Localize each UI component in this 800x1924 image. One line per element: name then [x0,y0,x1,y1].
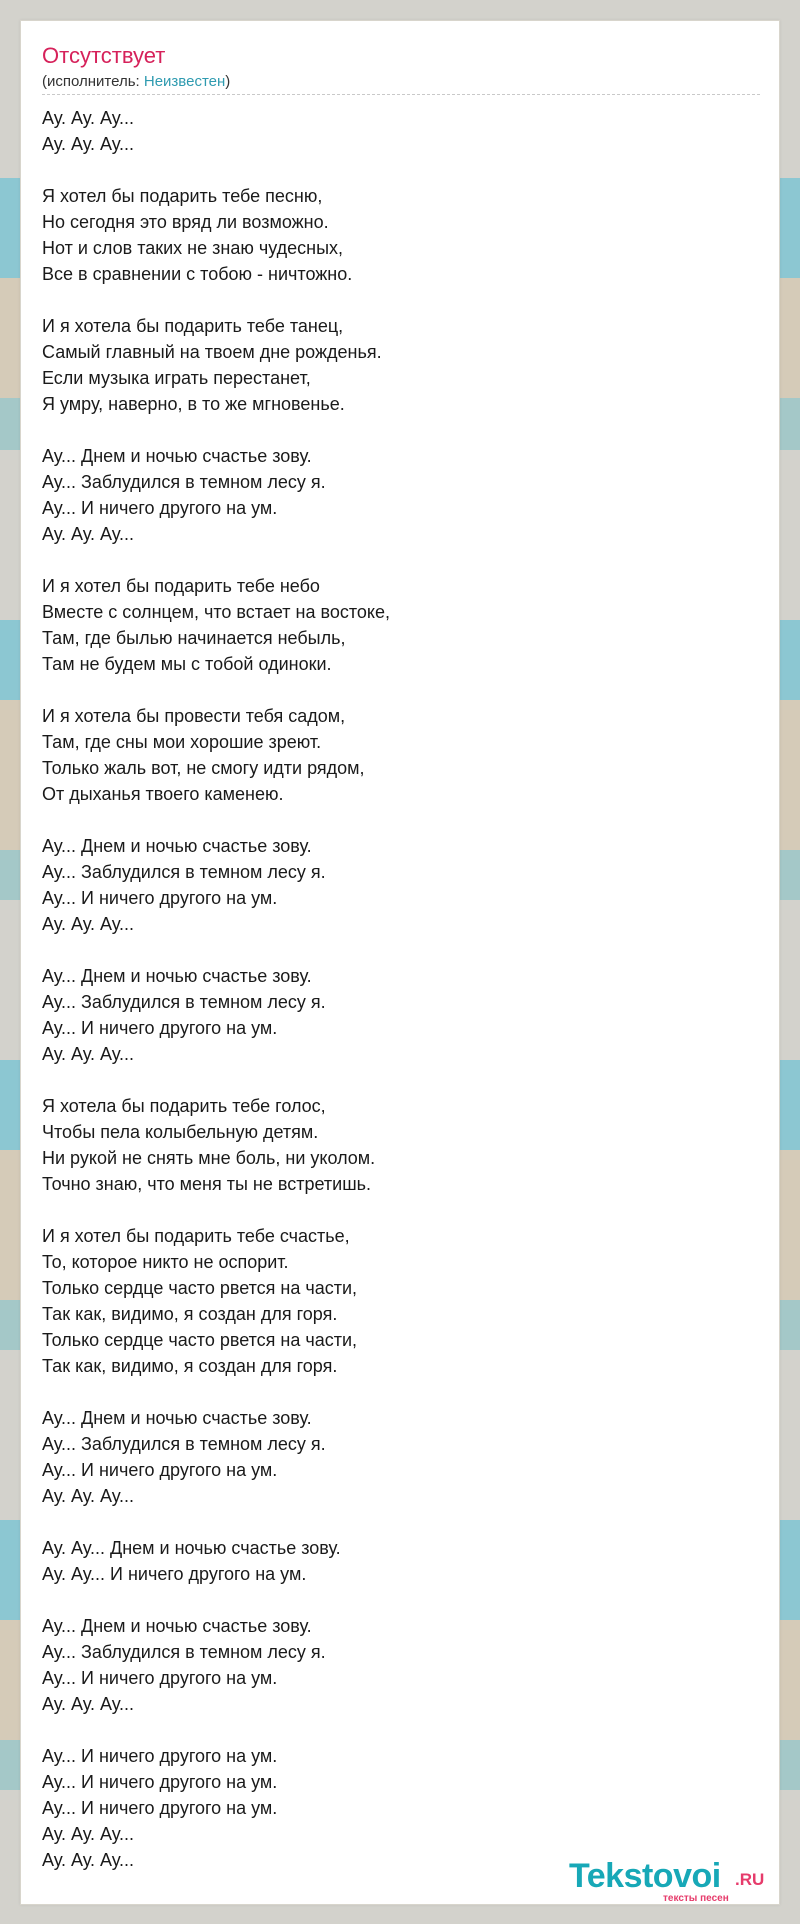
lyrics-text [42,105,742,1873]
logo-wordmark: Tekstovoi [569,1857,721,1895]
lyric-line: Ау... Днем и ночью счастье зову. [42,836,312,856]
lyric-line: Ау... Заблудился в темном лесу я. [42,1434,326,1454]
lyric-line: Ау... Заблудился в темном лесу я. [42,1642,326,1662]
lyric-line: Я умру, наверно, в то же мгновенье. [42,394,345,414]
lyric-line: Ау... Заблудился в темном лесу я. [42,992,326,1012]
lyric-line: Ау... И ничего другого на ум. [42,1798,278,1818]
lyric-line: Ау. Ау. Ау... [42,1850,135,1870]
lyric-line: Ау. Ау. Ау... [42,134,135,154]
stanza-gap [42,1509,742,1535]
lyric-line: Ау... И ничего другого на ум. [42,1746,278,1766]
lyric-line: Ни рукой не снять мне боль, ни уколом. [42,1148,376,1168]
lyric-line: Ау... Днем и ночью счастье зову. [42,1408,312,1428]
lyric-line: Самый главный на твоем дне рожденья. [42,342,382,362]
lyric-line: И я хотела бы провести тебя садом, [42,706,346,726]
lyric-line: Ау. Ау. Ау... [42,914,135,934]
lyric-line: Ау. Ау... И ничего другого на ум. [42,1564,307,1584]
lyric-line: Если музыка играть перестанет, [42,368,311,388]
lyric-line: От дыханья твоего каменею. [42,784,284,804]
stanza-gap [42,1717,742,1743]
stanza-gap [42,1067,742,1093]
lyric-line: Так как, видимо, я создан для горя. [42,1356,338,1376]
logo-domain: .RU [735,1870,765,1889]
lyric-line: Нот и слов таких не знаю чудесных, [42,238,344,258]
lyric-line: И я хотела бы подарить тебе танец, [42,316,344,336]
stanza-gap [42,157,742,183]
lyric-line: Точно знаю, что меня ты не встретишь. [42,1174,372,1194]
stanza-gap [42,807,742,833]
lyric-line: Все в сравнении с тобою - ничтожно. [42,264,353,284]
lyric-line: Только жаль вот, не смогу идти рядом, [42,758,365,778]
lyric-line: Только сердце часто рвется на части, [42,1278,358,1298]
site-logo[interactable] [569,1858,771,1904]
lyric-line: Чтобы пела колыбельную детям. [42,1122,319,1142]
lyric-line: Там, где былью начинается небыль, [42,628,346,648]
lyric-line: Ау. Ау. Ау... [42,1486,135,1506]
stanza-gap [42,1197,742,1223]
lyric-line: Ау... И ничего другого на ум. [42,1018,278,1038]
title-divider [42,94,760,95]
lyric-line: Ау... И ничего другого на ум. [42,888,278,908]
lyric-line: Ау. Ау. Ау... [42,1694,135,1714]
lyric-line: Ау. Ау. Ау... [42,1824,135,1844]
artist-suffix: ) [225,73,231,90]
lyric-line: Ау... Днем и ночью счастье зову. [42,1616,312,1636]
lyric-line: Ау... И ничего другого на ум. [42,1668,278,1688]
lyric-line: Ау... Заблудился в темном лесу я. [42,472,326,492]
lyric-line: Я хотел бы подарить тебе песню, [42,186,323,206]
lyric-line: Я хотела бы подарить тебе голос, [42,1096,326,1116]
stanza-gap [42,547,742,573]
stanza-gap [42,1379,742,1405]
lyric-line: Только сердце часто рвется на части, [42,1330,358,1350]
lyric-line: Вместе с солнцем, что встает на востоке, [42,602,390,622]
lyric-line: Ау... Днем и ночью счастье зову. [42,966,312,986]
artist-prefix: (исполнитель: [42,73,144,90]
lyrics-card [20,20,780,1905]
lyric-line: То, которое никто не оспорит. [42,1252,289,1272]
lyric-line: И я хотел бы подарить тебе небо [42,576,320,596]
lyric-line: Ау... И ничего другого на ум. [42,1460,278,1480]
lyric-line: Так как, видимо, я создан для горя. [42,1304,338,1324]
lyric-line: Ау. Ау. Ау... [42,108,135,128]
lyric-line: Ау. Ау. Ау... [42,524,135,544]
lyric-line: Там, где сны мои хорошие зреют. [42,732,322,752]
lyric-line: Но сегодня это вряд ли возможно. [42,212,329,232]
lyric-line: Ау. Ау... Днем и ночью счастье зову. [42,1538,341,1558]
artist-line [42,73,230,91]
song-title: Отсутствует [42,43,166,68]
logo-tagline: тексты песен [663,1893,729,1904]
lyric-line: Ау... Днем и ночью счастье зову. [42,446,312,466]
lyric-line: Ау... И ничего другого на ум. [42,498,278,518]
artist-link[interactable]: Неизвестен [143,73,226,90]
stanza-gap [42,1587,742,1613]
stanza-gap [42,287,742,313]
lyric-line: Ау... И ничего другого на ум. [42,1772,278,1792]
stanza-gap [42,937,742,963]
lyric-line: Ау. Ау. Ау... [42,1044,135,1064]
stanza-gap [42,677,742,703]
stanza-gap [42,417,742,443]
lyric-line: Там не будем мы с тобой одиноки. [42,654,332,674]
lyric-line: Ау... Заблудился в темном лесу я. [42,862,326,882]
lyric-line: И я хотел бы подарить тебе счастье, [42,1226,350,1246]
